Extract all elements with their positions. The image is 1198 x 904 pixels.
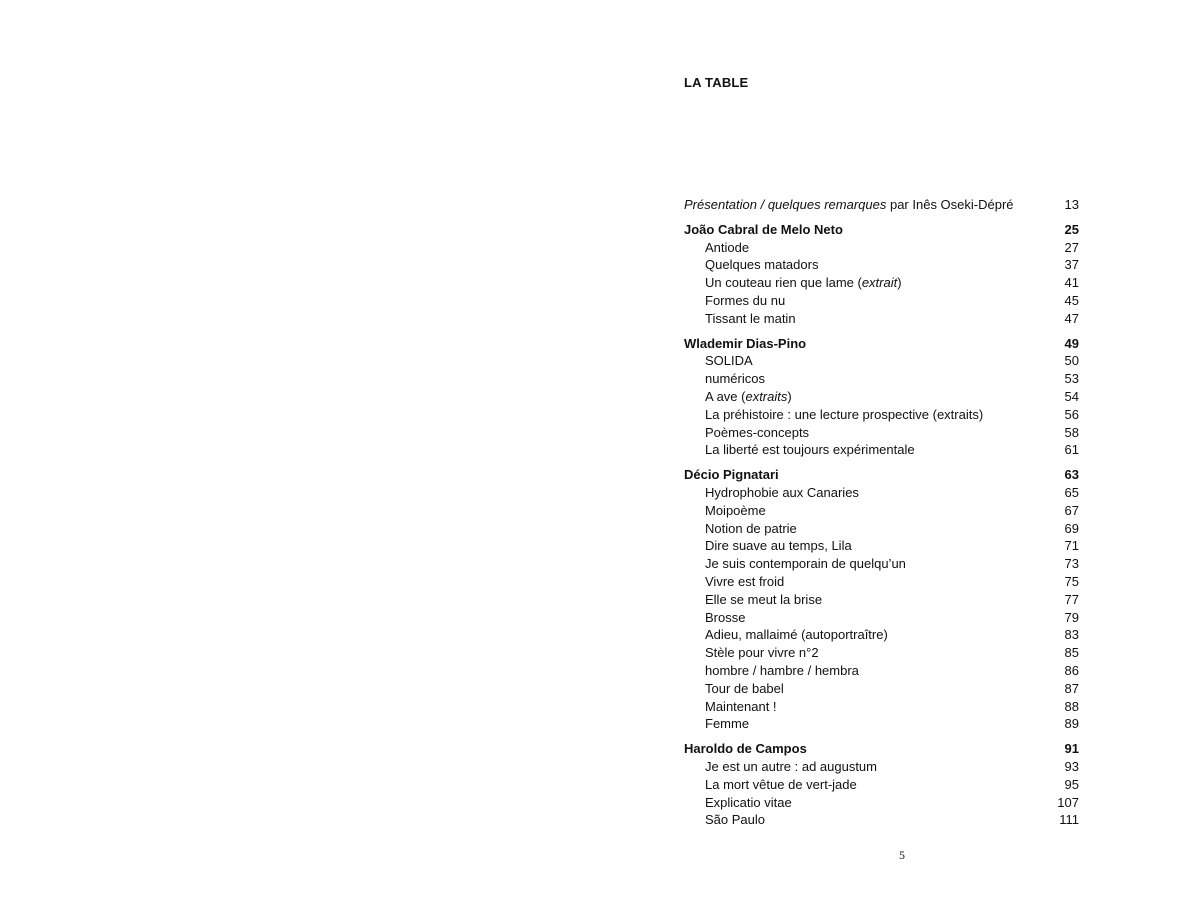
toc-item-title	[684, 256, 818, 274]
toc-item-page: 53	[1064, 371, 1079, 387]
toc-item-title	[684, 811, 765, 829]
toc-item	[684, 591, 1079, 609]
toc-item-page: 54	[1064, 388, 1079, 404]
toc-item-title-text: São Paulo	[705, 812, 765, 828]
toc-item-title-text: La liberté est toujours expérimentale	[705, 442, 915, 458]
toc-item-title-text: Stèle pour vivre n°2	[705, 645, 819, 661]
toc-item-title-text: La mort vêtue de vert-jade	[705, 776, 857, 792]
toc-item-page: 111	[1059, 812, 1079, 828]
toc-author-name: Haroldo de Campos	[684, 741, 807, 757]
toc-item	[684, 555, 1079, 573]
toc-item	[684, 537, 1079, 555]
toc-item-page: 56	[1064, 406, 1079, 422]
toc-item	[684, 758, 1079, 776]
toc-item-title-text: Je est un autre : ad augustum	[705, 758, 877, 774]
toc-section	[684, 740, 1079, 829]
toc-item-page: 86	[1064, 662, 1079, 678]
toc-item	[684, 424, 1079, 442]
toc-item-title	[684, 794, 792, 812]
toc-item	[684, 715, 1079, 733]
toc-item-title-text: Explicatio vitae	[705, 794, 792, 810]
toc-author-page: 63	[1064, 467, 1079, 483]
toc-author-name: João Cabral de Melo Neto	[684, 221, 843, 237]
toc-item-page: 45	[1064, 292, 1079, 308]
toc-author-entry	[684, 740, 1079, 758]
toc-author-page: 91	[1064, 741, 1079, 757]
toc-item-page: 83	[1064, 627, 1079, 643]
toc-intro-page: 13	[1064, 197, 1079, 212]
toc-author-page: 49	[1064, 335, 1079, 351]
toc-item-title-text: Formes du nu	[705, 292, 786, 308]
toc-author-entry	[684, 335, 1079, 353]
toc-intro-entry	[684, 196, 1079, 214]
toc-item-title	[684, 680, 784, 698]
toc-item-title-text: Je suis contemporain de quelqu’un	[705, 556, 906, 572]
toc-item-title-text: Tissant le matin	[705, 310, 796, 326]
toc-item-page: 89	[1064, 716, 1079, 732]
toc-item-title	[684, 292, 785, 310]
toc-item-title	[684, 352, 753, 370]
toc-item-page: 93	[1064, 758, 1079, 774]
toc-author-entry	[684, 466, 1079, 484]
toc-item-page: 95	[1064, 776, 1079, 792]
toc-item	[684, 310, 1079, 328]
toc-heading: LA TABLE	[684, 75, 749, 90]
toc-item-page: 107	[1057, 794, 1079, 810]
toc-item-title	[684, 424, 809, 442]
toc-section	[684, 335, 1079, 460]
toc-item-title	[684, 370, 765, 388]
toc-item-title-text: )	[787, 388, 792, 404]
toc-item	[684, 776, 1079, 794]
toc-item-page: 77	[1064, 591, 1079, 607]
toc-item-title	[684, 555, 906, 573]
toc-item-title	[684, 502, 766, 520]
toc-item-title-text: numéricos	[705, 371, 765, 387]
toc-item-title	[684, 776, 857, 794]
toc-item-title	[684, 406, 983, 424]
toc-item-title-italic: extrait	[861, 275, 898, 291]
toc-item-title	[684, 591, 822, 609]
toc-item-title-text: Antiode	[705, 239, 750, 255]
toc-author-entry	[684, 221, 1079, 239]
toc-item-title	[684, 758, 877, 776]
toc-item-title-text: Elle se meut la brise	[705, 591, 823, 607]
toc-intro-title-italic: Présentation / quelques remarques	[684, 197, 887, 212]
toc-item-title-text: Quelques matadors	[705, 257, 819, 273]
toc-item	[684, 292, 1079, 310]
toc-item-title-italic: extraits	[745, 388, 788, 404]
toc-item-title	[684, 715, 749, 733]
toc-item	[684, 644, 1079, 662]
toc-item-page: 27	[1064, 239, 1079, 255]
toc-item-page: 67	[1064, 502, 1079, 518]
toc-intro-title-rest: par Inês Oseki-Dépré	[886, 197, 1014, 212]
toc-item	[684, 370, 1079, 388]
toc-item-title	[684, 310, 796, 328]
toc-item	[684, 441, 1079, 459]
toc-item-title	[684, 626, 888, 644]
toc-item-page: 58	[1064, 424, 1079, 440]
toc-item-title	[684, 484, 859, 502]
toc-item-title-text: SOLIDA	[705, 353, 753, 369]
toc-item-title	[684, 698, 777, 716]
toc-item-page: 75	[1064, 573, 1079, 589]
toc-item-page: 65	[1064, 484, 1079, 500]
toc-item-title-text: Adieu, mallaimé (autoportraître)	[705, 627, 888, 643]
toc-item	[684, 388, 1079, 406]
toc-sections	[684, 221, 1079, 829]
toc-item-page: 50	[1064, 353, 1079, 369]
toc-item-title-text: La préhistoire : une lecture prospective (extraits)	[705, 406, 984, 422]
table-of-contents	[684, 196, 1079, 836]
toc-item-title-text: Maintenant !	[705, 698, 777, 714]
toc-item-title	[684, 520, 797, 538]
toc-item-title-text: Dire suave au temps, Lila	[705, 538, 852, 554]
toc-item-title-text: Femme	[705, 716, 750, 732]
toc-item-title	[684, 274, 902, 292]
toc-item-title	[684, 662, 859, 680]
toc-item-title	[684, 573, 784, 591]
toc-item-page: 71	[1064, 538, 1079, 554]
toc-item-page: 41	[1064, 275, 1079, 291]
toc-item	[684, 274, 1079, 292]
toc-item	[684, 406, 1079, 424]
toc-item-page: 37	[1064, 257, 1079, 273]
toc-author-name: Wlademir Dias-Pino	[684, 335, 807, 351]
toc-item	[684, 239, 1079, 257]
toc-item-title-text: Brosse	[705, 609, 746, 625]
toc-section	[684, 221, 1079, 328]
toc-item-title-text: hombre / hambre / hembra	[705, 662, 859, 678]
toc-intro-title	[684, 196, 1014, 214]
toc-item-title-text: )	[897, 275, 902, 291]
toc-item	[684, 609, 1079, 627]
toc-item-title-text: Poèmes-concepts	[705, 424, 810, 440]
toc-item-page: 85	[1064, 645, 1079, 661]
toc-item	[684, 256, 1079, 274]
toc-item-title-text: Moipoème	[705, 502, 766, 518]
toc-item	[684, 626, 1079, 644]
page-number: 5	[899, 848, 905, 862]
toc-item	[684, 502, 1079, 520]
toc-section	[684, 466, 1079, 733]
toc-item-title-text: Un couteau rien que lame (	[705, 275, 862, 291]
toc-item-page: 69	[1064, 520, 1079, 536]
toc-item-title	[684, 644, 819, 662]
toc-item-page: 47	[1064, 310, 1079, 326]
toc-item	[684, 573, 1079, 591]
toc-item-title-text: Hydrophobie aux Canaries	[705, 484, 859, 500]
toc-item-page: 88	[1064, 698, 1079, 714]
toc-item-title-text: Notion de patrie	[705, 520, 797, 536]
toc-author-name: Décio Pignatari	[684, 467, 779, 483]
toc-item	[684, 352, 1079, 370]
toc-item-title	[684, 441, 915, 459]
toc-item-title	[684, 388, 792, 406]
toc-item-page: 79	[1064, 609, 1079, 625]
toc-item	[684, 680, 1079, 698]
toc-item	[684, 520, 1079, 538]
toc-item-page: 87	[1064, 680, 1079, 696]
toc-item	[684, 698, 1079, 716]
toc-item-title	[684, 609, 745, 627]
toc-item-title-text: A ave (	[705, 388, 746, 404]
toc-item-title	[684, 537, 852, 555]
toc-item	[684, 811, 1079, 829]
toc-item-page: 61	[1064, 442, 1079, 458]
toc-item	[684, 662, 1079, 680]
toc-item-title	[684, 239, 749, 257]
toc-item-page: 73	[1064, 556, 1079, 572]
toc-item	[684, 794, 1079, 812]
toc-item-title-text: Vivre est froid	[705, 573, 785, 589]
toc-item	[684, 484, 1079, 502]
toc-author-page: 25	[1064, 221, 1079, 237]
toc-item-title-text: Tour de babel	[705, 680, 784, 696]
